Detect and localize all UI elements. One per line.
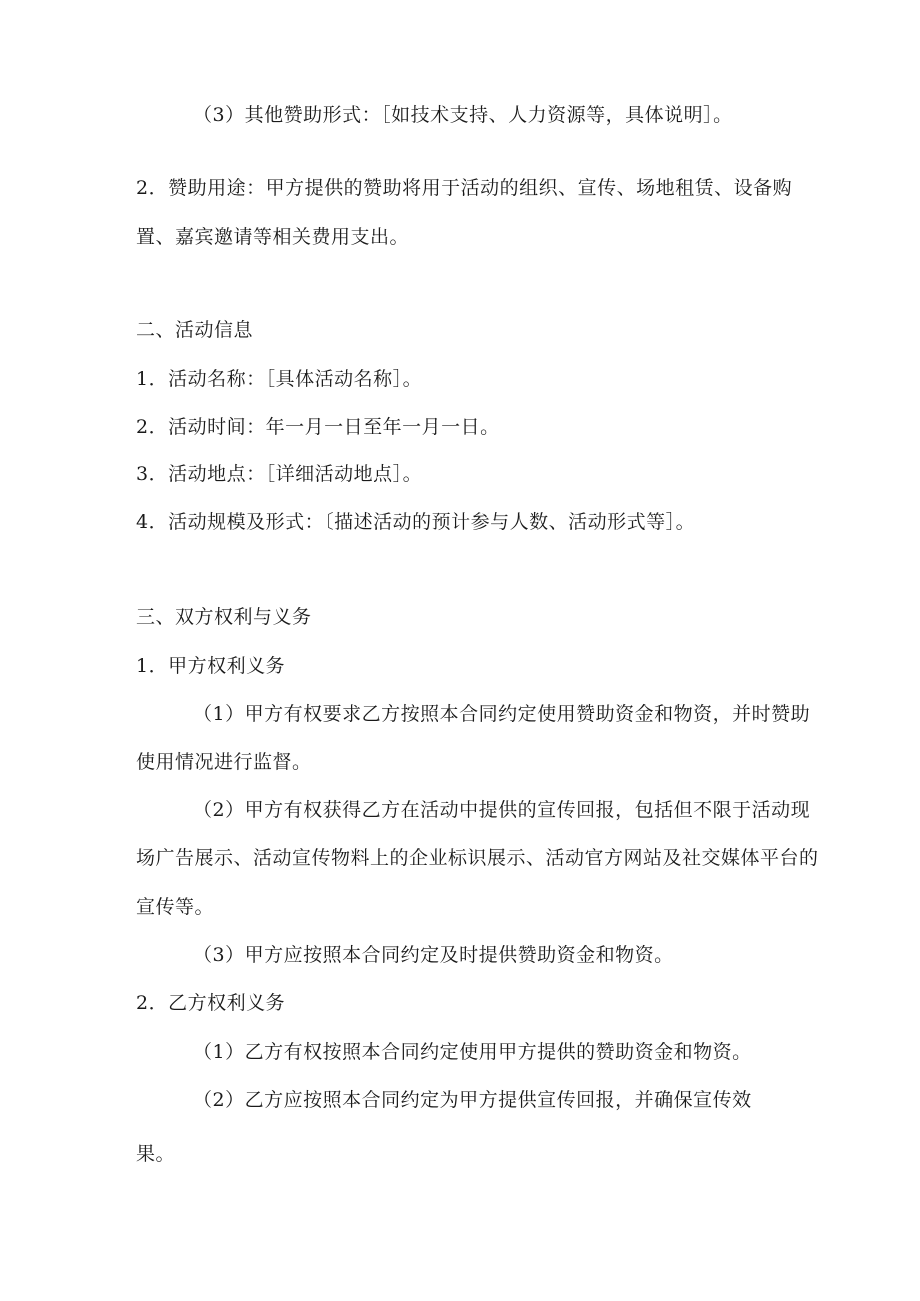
party-a-rights-heading: 1．甲方权利义务	[136, 655, 286, 677]
activity-location: 3．活动地点：［详细活动地点］。	[136, 463, 423, 485]
party-b-item-2-line-2: 果。	[136, 1143, 176, 1165]
party-a-item-1-line-1: （1）甲方有权要求乙方按照本合同约定使用赞助资金和物资，并时赞助	[193, 703, 811, 725]
sponsorship-purpose-line-1: 2．赞助用途：甲方提供的赞助将用于活动的组织、宣传、场地租赁、设备购	[136, 177, 793, 199]
activity-scale-format: 4．活动规模及形式：〔描述活动的预计参与人数、活动形式等］。	[136, 511, 696, 533]
sponsorship-purpose-line-2: 置、嘉宾邀请等相关费用支出。	[136, 226, 410, 248]
section-heading-rights-obligations: 三、双方权利与义务	[136, 606, 312, 628]
section-heading-activity-info: 二、活动信息	[136, 319, 254, 341]
activity-time: 2．活动时间：年一月一日至年一月一日。	[136, 416, 500, 438]
sponsorship-form-item-3: （3）其他赞助形式：［如技术支持、人力资源等，具体说明］。	[193, 104, 733, 126]
activity-name: 1．活动名称：［具体活动名称］。	[136, 368, 423, 390]
party-b-rights-heading: 2．乙方权利义务	[136, 992, 286, 1014]
party-b-item-1: （1）乙方有权按照本合同约定使用甲方提供的赞助资金和物资。	[193, 1041, 752, 1063]
party-a-item-3: （3）甲方应按照本合同约定及时提供赞助资金和物资。	[193, 944, 674, 966]
party-a-item-2-line-3: 宣传等。	[136, 896, 215, 918]
party-a-item-2-line-1: （2）甲方有权获得乙方在活动中提供的宣传回报，包括但不限于活动现	[193, 799, 811, 821]
party-a-item-2-line-2: 场广告展示、活动宣传物料上的企业标识展示、活动官方网站及社交媒体平台的	[136, 847, 819, 869]
party-b-item-2-line-1: （2）乙方应按照本合同约定为甲方提供宣传回报，并确保宣传效	[193, 1089, 752, 1111]
party-a-item-1-line-2: 使用情况进行监督。	[136, 751, 312, 773]
